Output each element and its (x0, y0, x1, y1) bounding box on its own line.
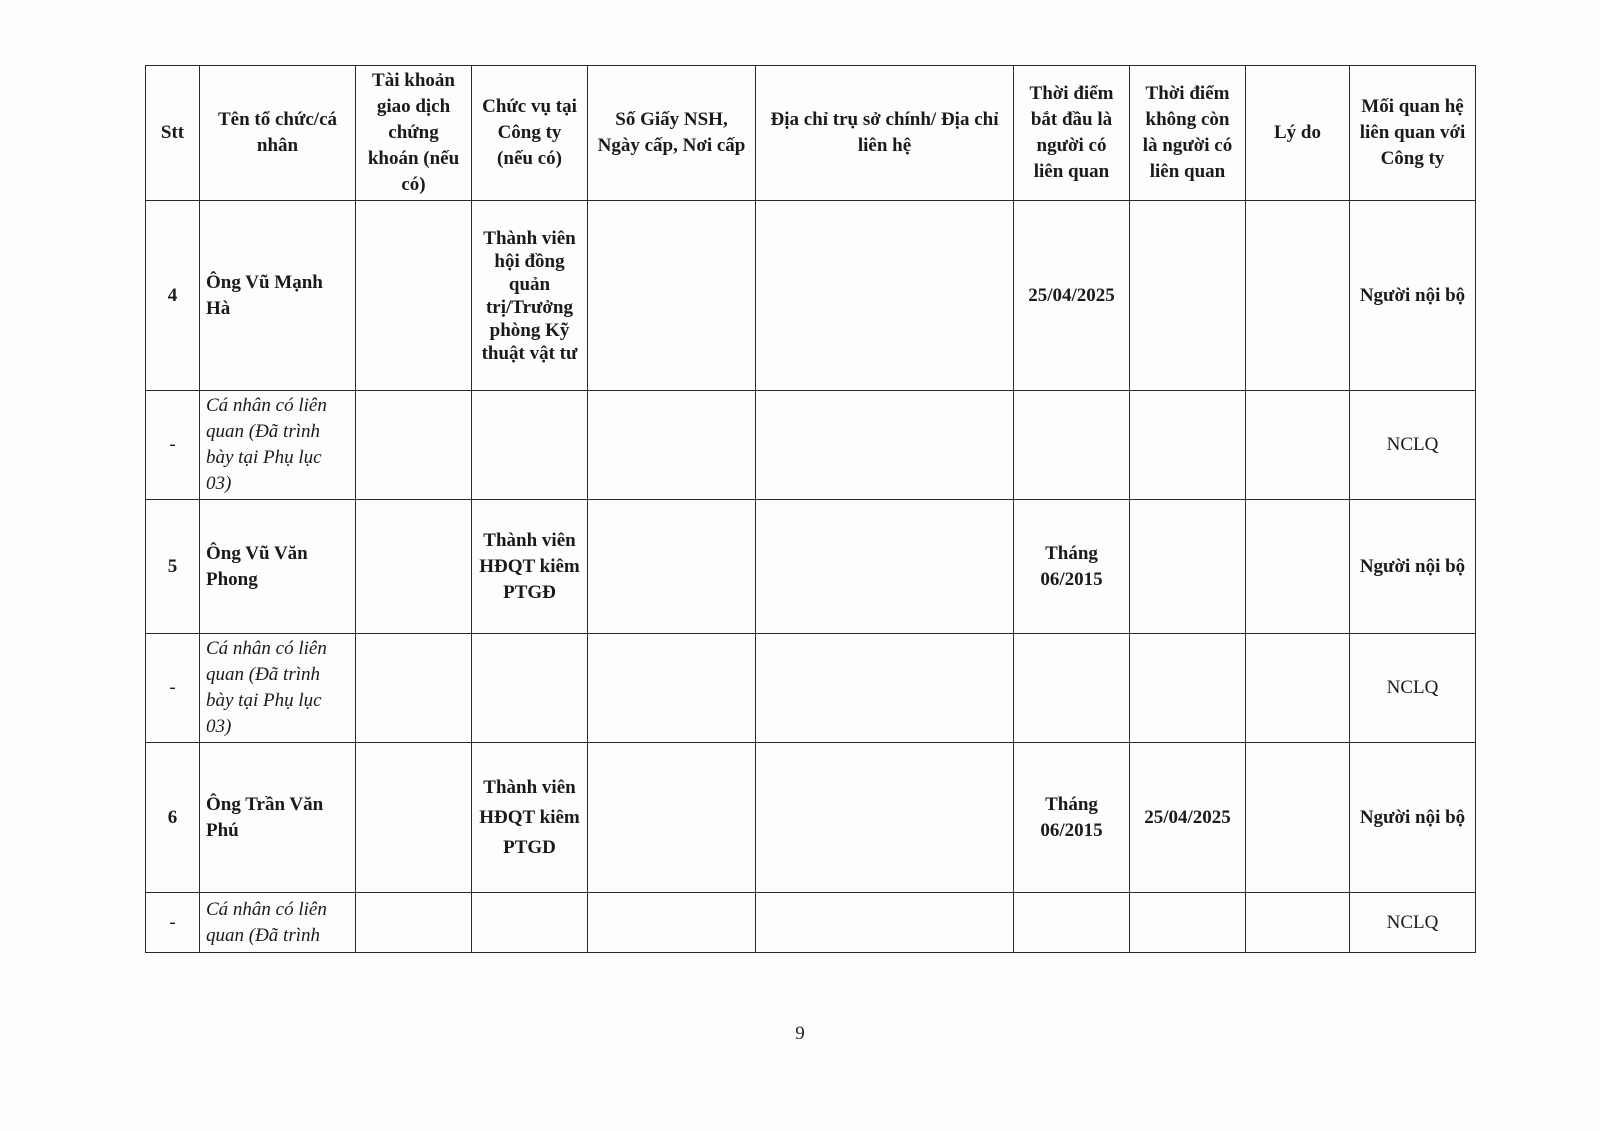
cell-id-document (588, 500, 756, 634)
cell-stt: - (146, 391, 200, 500)
table-row (146, 391, 1476, 500)
cell-relation: NCLQ (1350, 634, 1476, 743)
cell-name: Ông Trần Văn Phú (200, 743, 356, 893)
cell-account (356, 893, 472, 953)
cell-reason (1246, 893, 1350, 953)
cell-end-date (1130, 893, 1246, 953)
table-row (146, 743, 1476, 893)
cell-id-document (588, 391, 756, 500)
cell-name: Cá nhân có liên quan (Đã trình bày tại Phụ lục 03) (200, 391, 356, 500)
cell-id-document (588, 201, 756, 391)
cell-end-date: 25/04/2025 (1130, 743, 1246, 893)
cell-address (756, 634, 1014, 743)
cell-name: Cá nhân có liên quan (Đã trình bày tại Phụ lục 03) (200, 634, 356, 743)
cell-address (756, 893, 1014, 953)
header-address: Địa chỉ trụ sở chính/ Địa chỉ liên hệ (756, 66, 1014, 201)
page-number: 9 (795, 1023, 805, 1044)
cell-position (472, 634, 588, 743)
cell-reason (1246, 634, 1350, 743)
cell-relation: Người nội bộ (1350, 201, 1476, 391)
cell-account (356, 391, 472, 500)
cell-start-date: Tháng 06/2015 (1014, 743, 1130, 893)
header-id-document: Số Giấy NSH, Ngày cấp, Nơi cấp (588, 66, 756, 201)
related-persons-table (145, 65, 1476, 953)
cell-name: Cá nhân có liên quan (Đã trình (200, 893, 356, 953)
table-row (146, 500, 1476, 634)
cell-name: Ông Vũ Mạnh Hà (200, 201, 356, 391)
cell-address (756, 391, 1014, 500)
header-reason: Lý do (1246, 66, 1350, 201)
cell-stt: 5 (146, 500, 200, 634)
cell-start-date: Tháng 06/2015 (1014, 500, 1130, 634)
cell-start-date (1014, 893, 1130, 953)
cell-reason (1246, 201, 1350, 391)
cell-stt: 6 (146, 743, 200, 893)
table-row (146, 893, 1476, 953)
cell-start-date (1014, 634, 1130, 743)
cell-end-date (1130, 201, 1246, 391)
header-row (146, 66, 1476, 201)
cell-account (356, 500, 472, 634)
cell-position (472, 893, 588, 953)
cell-id-document (588, 634, 756, 743)
header-end-date: Thời điểm không còn là người có liên quan (1130, 66, 1246, 201)
cell-stt: - (146, 893, 200, 953)
cell-reason (1246, 500, 1350, 634)
cell-account (356, 634, 472, 743)
header-stt: Stt (146, 66, 200, 201)
cell-end-date (1130, 391, 1246, 500)
cell-position: Thành viên hội đồng quản trị/Trưởng phòng Kỹ thuật vật tư (472, 201, 588, 391)
cell-stt: - (146, 634, 200, 743)
header-start-date: Thời điểm bắt đầu là người có liên quan (1014, 66, 1130, 201)
cell-id-document (588, 893, 756, 953)
cell-account (356, 743, 472, 893)
cell-start-date: 25/04/2025 (1014, 201, 1130, 391)
header-position: Chức vụ tại Công ty (nếu có) (472, 66, 588, 201)
cell-start-date (1014, 391, 1130, 500)
cell-position: Thành viên HĐQT kiêm PTGD (472, 743, 588, 893)
cell-id-document (588, 743, 756, 893)
cell-address (756, 201, 1014, 391)
cell-reason (1246, 743, 1350, 893)
cell-stt: 4 (146, 201, 200, 391)
cell-position (472, 391, 588, 500)
cell-relation: Người nội bộ (1350, 500, 1476, 634)
cell-address (756, 743, 1014, 893)
cell-position: Thành viên HĐQT kiêm PTGĐ (472, 500, 588, 634)
cell-reason (1246, 391, 1350, 500)
header-account: Tài khoản giao dịch chứng khoán (nếu có) (356, 66, 472, 201)
cell-account (356, 201, 472, 391)
header-name: Tên tổ chức/cá nhân (200, 66, 356, 201)
cell-relation: NCLQ (1350, 391, 1476, 500)
cell-end-date (1130, 634, 1246, 743)
cell-name: Ông Vũ Văn Phong (200, 500, 356, 634)
header-relation: Mối quan hệ liên quan với Công ty (1350, 66, 1476, 201)
cell-address (756, 500, 1014, 634)
cell-end-date (1130, 500, 1246, 634)
table-row (146, 634, 1476, 743)
cell-relation: NCLQ (1350, 893, 1476, 953)
table-row (146, 201, 1476, 391)
cell-relation: Người nội bộ (1350, 743, 1476, 893)
